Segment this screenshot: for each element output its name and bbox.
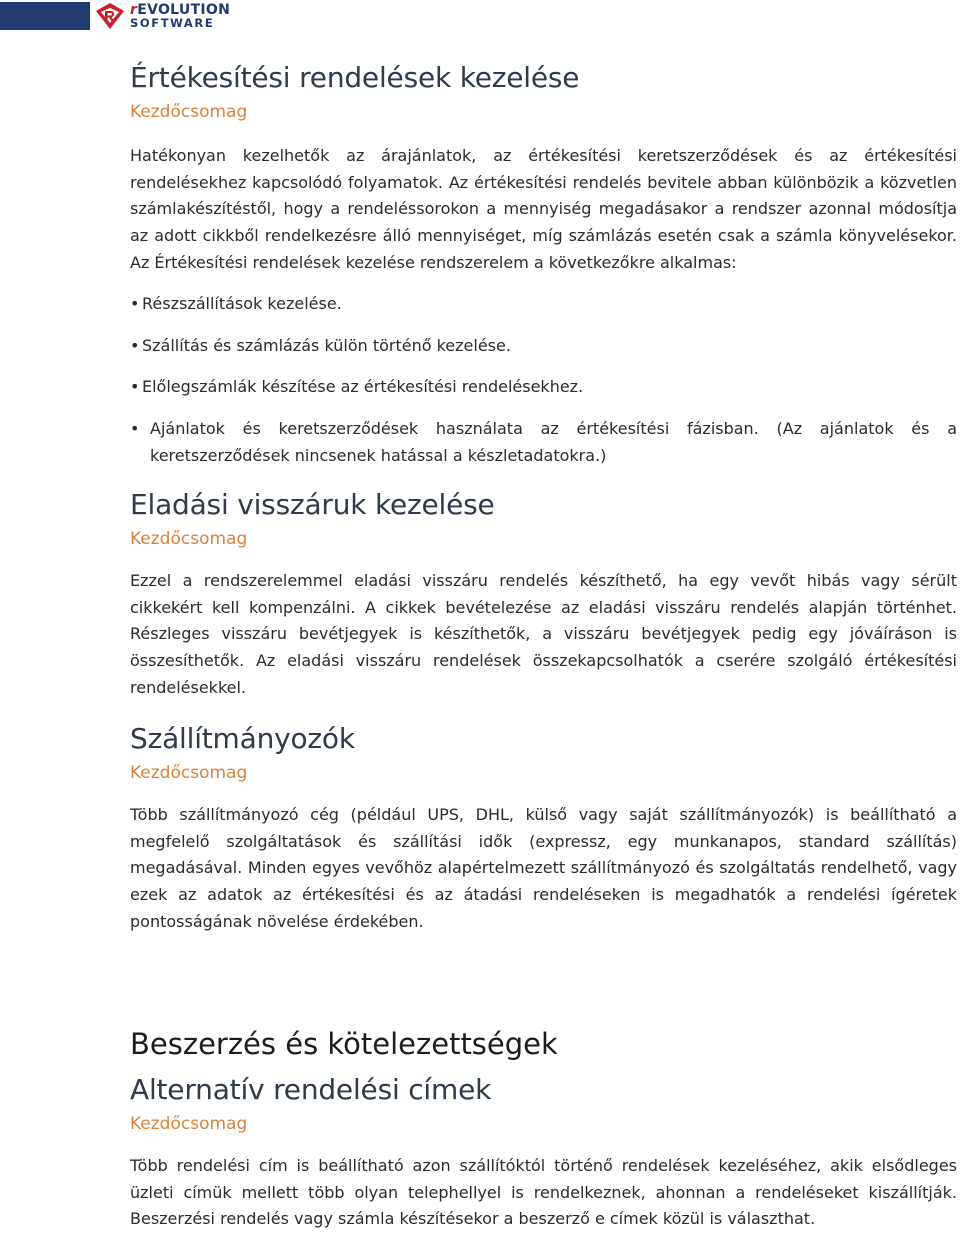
section-alternative-order-addresses — [130, 1073, 957, 1135]
list-item: • Részszállítások kezelése. — [130, 291, 957, 318]
package-tag: Kezdőcsomag — [130, 1114, 248, 1134]
section-title: Értékesítési rendelések kezelése — [130, 61, 580, 94]
company-logo[interactable] — [94, 0, 230, 32]
logo-evolution-text: EVOLUTION — [137, 2, 231, 18]
package-tag: Kezdőcsomag — [130, 763, 248, 783]
section-paragraph: Több rendelési cím is beállítható azon szállítóktól történő rendelések kezeléséhez, akik elsődleges üzleti címük mellett több olyan telephellyel is rendelkeznek, ahonnan a rendeléseket kiszállítják. Beszerzési rendelés vagy számla készítésekor a beszerző e címek közül is választhat. — [130, 1156, 957, 1229]
section-paragraph: Ezzel a rendszerelemmel eladási visszáru rendelés készíthető, ha egy vevőt hibás vagy sérült cikkekért kell kompenzálni. A cikkek bevételezése az eladási visszáru rendelés alapján történhet. Részleges visszáru bevétjegyek is készíthetők, a visszáru bevétjegyek pedig egy jóváíráson is összesíthetők. Az eladási visszáru rendelések összekapcsolhatók a cserére szolgáló értékesítési rendelésekkel. — [130, 571, 957, 697]
section-paragraph: Több szállítmányozó cég (például UPS, DHL, külső vagy saját szállítmányozók) is beállítható a megfelelő szolgáltatások és szállítási idők (expressz, egy munkanapos, standard szállítás) megadásával. Minden egyes vevőhöz alapértelmezett szállítmányozó és szolgáltatás rendelhető, vagy ezek az adatok az értékesítési és az átadási rendeléseken is megadhatók a rendelési ígéretek pontosságának növelése érdekében. — [130, 805, 957, 931]
chapter-title: Beszerzés és kötelezettségek — [130, 1027, 558, 1061]
logo-line-1 — [130, 3, 230, 17]
list-item: • Előlegszámlák készítése az értékesítési rendelésekhez. — [130, 374, 957, 401]
section-shipping-agents-body — [130, 802, 957, 936]
top-bar — [0, 0, 960, 32]
section-sales-returns-body — [130, 568, 957, 702]
feature-list — [130, 291, 957, 485]
header-color-bar — [0, 2, 90, 30]
revolution-logo-icon — [94, 1, 126, 31]
section-title: Eladási visszáruk kezelése — [130, 488, 495, 521]
package-tag: Kezdőcsomag — [130, 529, 248, 549]
section-shipping-agents — [130, 722, 957, 784]
logo-wordmark — [130, 3, 230, 29]
chapter-purchasing — [130, 1026, 957, 1062]
section-title: Szállítmányozók — [130, 722, 355, 755]
list-item: • Ajánlatok és keretszerződések használata az értékesítési fázisban. (Az ajánlatok és a keretszerződések nincsenek hatással a készletadatokra.) — [130, 416, 957, 469]
section-paragraph: Hatékonyan kezelhetők az árajánlatok, az értékesítési keretszerződések és az értékesítési rendelésekhez kapcsolódó folyamatok. Az értékesítési rendelés bevitele abban különbözik a közvetlen számlakészítéstől, hogy a rendeléssorokon a mennyiség megadásakor a rendszer azonnal módosítja az adott cikkből rendelkezésre álló mennyiséget, míg számlázás esetén csak a számla könyvelésekor. Az Értékesítési rendelések kezelése rendszerelem a következőkre alkalmas: — [130, 146, 957, 272]
logo-software-text: SOFTWARE — [130, 16, 215, 30]
section-sales-orders-body — [130, 143, 957, 277]
section-alternative-order-addresses-body — [130, 1153, 957, 1233]
section-sales-orders — [130, 61, 957, 123]
list-item: • Szállítás és számlázás külön történő kezelése. — [130, 333, 957, 360]
section-title: Alternatív rendelési címek — [130, 1073, 492, 1106]
logo-r-letter: r — [130, 2, 138, 18]
section-sales-returns — [130, 488, 957, 550]
package-tag: Kezdőcsomag — [130, 102, 248, 122]
